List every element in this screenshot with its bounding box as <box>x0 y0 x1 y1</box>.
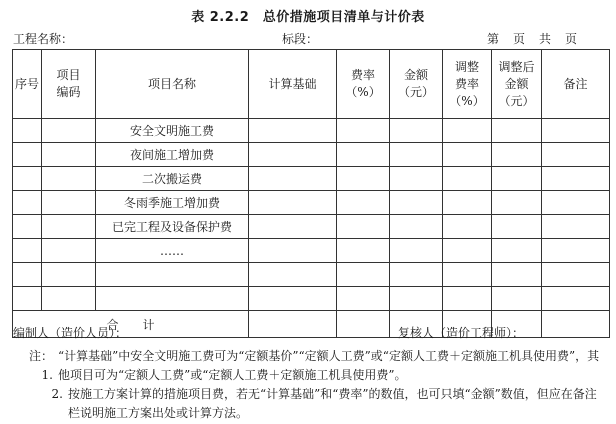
cell-no <box>13 119 42 143</box>
column-header-line: （元） <box>498 93 535 108</box>
column-header <box>42 50 96 119</box>
note-number: 2. <box>51 387 63 401</box>
note-number: 注：1. <box>28 349 53 382</box>
column-header <box>249 50 337 119</box>
cell-no <box>13 215 42 239</box>
column-header <box>96 50 249 119</box>
cell-code <box>42 239 96 263</box>
column-header <box>492 50 542 119</box>
column-header <box>443 50 492 119</box>
cell-code <box>42 287 96 311</box>
cell-amount <box>390 215 443 239</box>
column-header-line: 调整 <box>454 59 479 74</box>
cell-basis <box>249 215 337 239</box>
cell-rate <box>337 119 390 143</box>
cell-adj-rate <box>443 215 492 239</box>
total-cell <box>249 311 337 338</box>
cell-basis <box>249 143 337 167</box>
cell-basis <box>249 239 337 263</box>
cell-basis <box>249 167 337 191</box>
cell-adj-rate <box>443 167 492 191</box>
cell-no <box>13 263 42 287</box>
cell-remark <box>542 263 610 287</box>
cell-remark <box>542 167 610 191</box>
notes <box>28 347 608 423</box>
total-cell <box>542 311 610 338</box>
column-header <box>542 50 610 119</box>
page-info: 第 页 共 页 <box>487 32 579 46</box>
cell-rate <box>337 263 390 287</box>
cell-basis <box>249 263 337 287</box>
cell-amount <box>390 191 443 215</box>
cell-amount <box>390 239 443 263</box>
cell-rate <box>337 287 390 311</box>
column-header-line: 备注 <box>563 76 588 91</box>
table-title: 表 2.2.2 总价措施项目清单与计价表 <box>191 10 425 25</box>
table-row <box>13 239 610 263</box>
cell-basis <box>249 191 337 215</box>
table-row <box>13 215 610 239</box>
cell-basis <box>249 287 337 311</box>
cell-amount <box>390 167 443 191</box>
column-header-line: 编码 <box>56 85 81 99</box>
cell-name: 夜间施工增加费 <box>96 143 249 167</box>
cell-adj-amount <box>492 287 542 311</box>
column-header-line: 计算基础 <box>268 76 317 91</box>
cell-name: 安全文明施工费 <box>96 119 249 143</box>
cell-rate <box>337 143 390 167</box>
note-item <box>28 385 608 423</box>
column-header <box>337 50 390 119</box>
cell-rate <box>337 167 390 191</box>
table-row <box>13 167 610 191</box>
cell-basis <box>249 119 337 143</box>
cell-remark <box>542 119 610 143</box>
column-header-line: 序号 <box>14 76 39 91</box>
note-text: 按施工方案计算的措施项目费，若无“计算基础”和“费率”的数值，也可只填“金额”数值，但应在备注栏说明施工方案出处或计算方法。 <box>68 387 597 420</box>
column-header-line: 项目 <box>56 68 81 82</box>
cell-remark <box>542 215 610 239</box>
reviewer-label: 复核人（造价工程师）： <box>398 326 525 340</box>
cell-adj-amount <box>492 263 542 287</box>
cell-name: 已完工程及设备保护费 <box>96 215 249 239</box>
column-header-line: 项目名称 <box>147 76 196 91</box>
cell-code <box>42 191 96 215</box>
cell-remark <box>542 239 610 263</box>
column-header-line: 调整后 <box>498 59 535 74</box>
measures-table <box>12 49 610 338</box>
cell-name <box>96 263 249 287</box>
cell-no <box>13 143 42 167</box>
cell-name: 冬雨季施工增加费 <box>96 191 249 215</box>
table-body <box>13 119 610 338</box>
column-header-line: 费率 <box>350 68 375 82</box>
cell-code <box>42 119 96 143</box>
table-row <box>13 191 610 215</box>
total-cell <box>337 311 390 338</box>
column-header <box>390 50 443 119</box>
cell-adj-rate <box>443 191 492 215</box>
cell-no <box>13 191 42 215</box>
table-row <box>13 119 610 143</box>
cell-adj-amount <box>492 143 542 167</box>
table-row <box>13 143 610 167</box>
header-row <box>13 50 610 119</box>
cell-code <box>42 263 96 287</box>
note-item <box>28 347 608 385</box>
section-label: 标段： <box>282 32 319 46</box>
cell-code <box>42 215 96 239</box>
cell-no <box>13 239 42 263</box>
cell-amount <box>390 143 443 167</box>
cell-code <box>42 167 96 191</box>
cell-remark <box>542 287 610 311</box>
cell-adj-rate <box>443 143 492 167</box>
cell-adj-rate <box>443 119 492 143</box>
column-header-line: （%） <box>449 93 485 108</box>
table-row <box>13 263 610 287</box>
cell-adj-amount <box>492 191 542 215</box>
cell-adj-rate <box>443 287 492 311</box>
column-header-line: 费率 <box>454 76 479 91</box>
cell-amount <box>390 119 443 143</box>
cell-rate <box>337 215 390 239</box>
cell-adj-amount <box>492 119 542 143</box>
column-header <box>13 50 42 119</box>
cell-adj-amount <box>492 167 542 191</box>
cell-remark <box>542 191 610 215</box>
cell-name: 二次搬运费 <box>96 167 249 191</box>
cell-amount <box>390 287 443 311</box>
cell-adj-rate <box>443 263 492 287</box>
cell-code <box>42 143 96 167</box>
column-header-line: 金额 <box>504 76 529 91</box>
cell-name: …… <box>96 239 249 263</box>
cell-adj-rate <box>443 239 492 263</box>
table-row <box>13 287 610 311</box>
column-header-line: 金额 <box>403 68 428 82</box>
cell-adj-amount <box>492 239 542 263</box>
column-header-line: （%） <box>345 85 381 99</box>
cell-no <box>13 167 42 191</box>
compiler-label: 编制人（造价人员）： <box>13 326 128 340</box>
project-name-label: 工程名称： <box>13 32 74 46</box>
total-label: 合计 <box>106 317 179 332</box>
cell-adj-amount <box>492 215 542 239</box>
cell-rate <box>337 191 390 215</box>
note-text: “计算基础”中安全文明施工费可为“定额基价”“定额人工费”或“定额人工费＋定额施工机具使用费”，其他项目可为“定额人工费”或“定额人工费＋定额施工机具使用费”。 <box>58 349 600 382</box>
column-header-line: （元） <box>397 85 434 99</box>
cell-remark <box>542 143 610 167</box>
cell-no <box>13 287 42 311</box>
cell-amount <box>390 263 443 287</box>
cell-name <box>96 287 249 311</box>
cell-rate <box>337 239 390 263</box>
